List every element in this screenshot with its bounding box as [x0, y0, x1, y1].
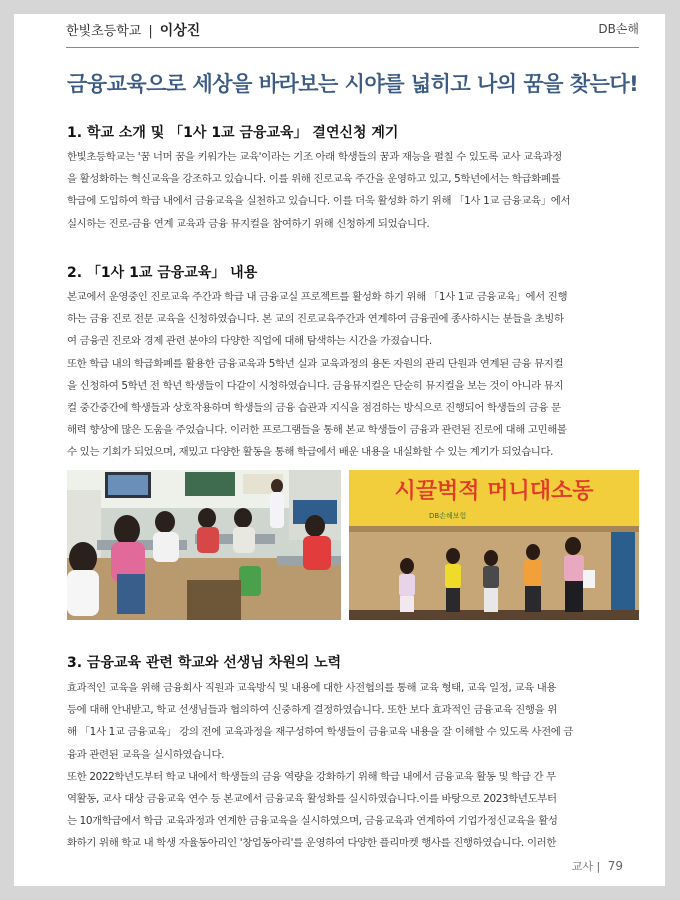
- page-number: 79: [607, 859, 623, 873]
- header-author: [66, 20, 200, 40]
- footer-label: 교사: [571, 860, 593, 873]
- classroom-photo-illustration: [67, 470, 341, 620]
- header-name: 이상진: [159, 23, 201, 39]
- text-line: 컬 중간중간에 학생들과 상호작용하며 학생들의 금융 습관과 지식을 점검하는 방식으로 진행되어 학생들의 금융 문: [67, 402, 561, 415]
- running-header: [66, 14, 639, 48]
- header-rule: [66, 47, 639, 48]
- classroom-photo: [67, 470, 341, 620]
- text-line: 는 10개학급에서 학급 교육과정과 연계한 금융교육을 실시하였으며, 금융교육과 연계하여 기업가정신교육을 활성: [67, 815, 558, 828]
- page-title: 금융교육으로 세상을 바라보는 시야를 넓히고 나의 꿈을 찾는다!: [67, 72, 639, 96]
- text-line: 해력 향상에 많은 도움을 주었습니다. 이러한 프로그램들을 통해 본교 학생들이 금융과 관련된 진로에 대해 고민해볼: [67, 424, 567, 437]
- text-line: 실시하는 진로-금융 연계 교육과 금융 뮤지컬을 참여하기 위해 신청하게 되었습니다.: [67, 217, 430, 230]
- text-line: 한빛초등학교는 '꿈 너머 꿈을 키워가는 교육'이라는 기조 아래 학생들의 꿈과 재능을 펼칠 수 있도록 교사 교육과정: [67, 151, 562, 163]
- footer-separator: |: [596, 860, 601, 873]
- section-3-body: [67, 677, 639, 855]
- section-3-heading: 3. 금융교육 관련 학교와 선생님 차원의 노력: [67, 655, 342, 671]
- section-2-body: [67, 286, 639, 464]
- musical-stage-photo: [349, 470, 639, 620]
- text-line: 본교에서 운영중인 진로교육 주간과 학급 내 금융교실 프로젝트를 활성화 하기 위해 「1사 1교 금융교육」에서 진행: [67, 291, 568, 303]
- text-line: 또한 2022학년도부터 학교 내에서 학생들의 금융 역량을 강화하기 위해 학급 내에서 금융교육 활동 및 학급 간 무: [67, 770, 556, 783]
- text-line: 여 금융권 진로와 경제 관련 분야의 다양한 직업에 대해 탐색하는 시간을 가졌습니다.: [67, 335, 432, 348]
- section-1-heading: 1. 학교 소개 및 「1사 1교 금융교육」 결연신청 계기: [67, 125, 399, 141]
- header-separator: |: [148, 24, 153, 39]
- text-line: 학급에 도입하여 학급 내에서 금융교육을 실천하고 있습니다. 이를 더욱 활성화 하기 위해 「1사 1교 금융교육」에서: [67, 195, 571, 208]
- text-line: 수 있는 기회가 되었으며, 재밌고 다양한 활동을 통해 학급에서 배운 내용을 내실화할 수 있는 계기가 되었습니다.: [67, 446, 554, 459]
- document-page: [14, 14, 665, 886]
- text-line: 해 「1사 1교 금융교육」 강의 전에 교육과정을 재구성하여 학생들이 금융교육 내용을 잘 이해할 수 있도록 사전에 금: [67, 726, 574, 739]
- text-line: 을 활성화하는 혁신교육을 강조하고 있습니다. 이를 위해 진로교육 주간을 운영하고 있고, 5학년에서는 학급화폐를: [67, 173, 561, 186]
- header-brand: DB손해: [598, 22, 639, 36]
- banner-title: 시끌벅적 머니대소동: [394, 479, 594, 504]
- text-line: 융과 관련된 교육을 실시하였습니다.: [67, 748, 225, 761]
- text-line: 역활동, 교사 대상 금융교육 연수 등 본교에서 금융교육 활성화를 실시하였습니다.이를 바탕으로 2023학년도부터: [67, 793, 557, 806]
- text-line: 화하기 위해 학교 내 학생 자율동아리인 '창업동아리'를 운영하여 다양한 플리마켓 행사를 진행하였습니다. 이러한: [67, 837, 557, 850]
- text-line: 등에 대해 안내받고, 학교 선생님들과 협의하여 신중하게 결정하였습니다. 또한 보다 효과적인 금융교육 진행을 위: [67, 704, 557, 717]
- text-line: 효과적인 교육을 위해 금융회사 직원과 교육방식 및 내용에 대한 사전협의를 통해 교육 형태, 교육 일정, 교육 내용: [67, 682, 557, 694]
- section-1-body: [67, 146, 639, 235]
- header-school: 한빛초등학교: [66, 24, 142, 39]
- text-line: 또한 학급 내의 학급화폐를 활용한 금융교육과 5학년 실과 교육과정의 용돈 자원의 관리 단원과 연계된 금융 뮤지컬: [67, 357, 564, 370]
- section-2-heading: 2. 「1사 1교 금융교육」 내용: [67, 265, 258, 281]
- page-footer: [572, 858, 623, 874]
- musical-stage-illustration: [349, 470, 639, 620]
- text-line: 을 신청하여 5학년 전 학년 학생들이 다같이 시청하였습니다. 금융뮤지컬은 단순히 뮤지컬을 보는 것이 아니라 뮤지: [67, 379, 564, 392]
- text-line: 하는 금융 진로 전문 교육을 신청하였습니다. 본 교의 진로교육주간과 연계하여 금융권에 종사하시는 분들을 초빙하: [67, 313, 564, 326]
- banner-sponsor: DB손해보험: [429, 512, 467, 520]
